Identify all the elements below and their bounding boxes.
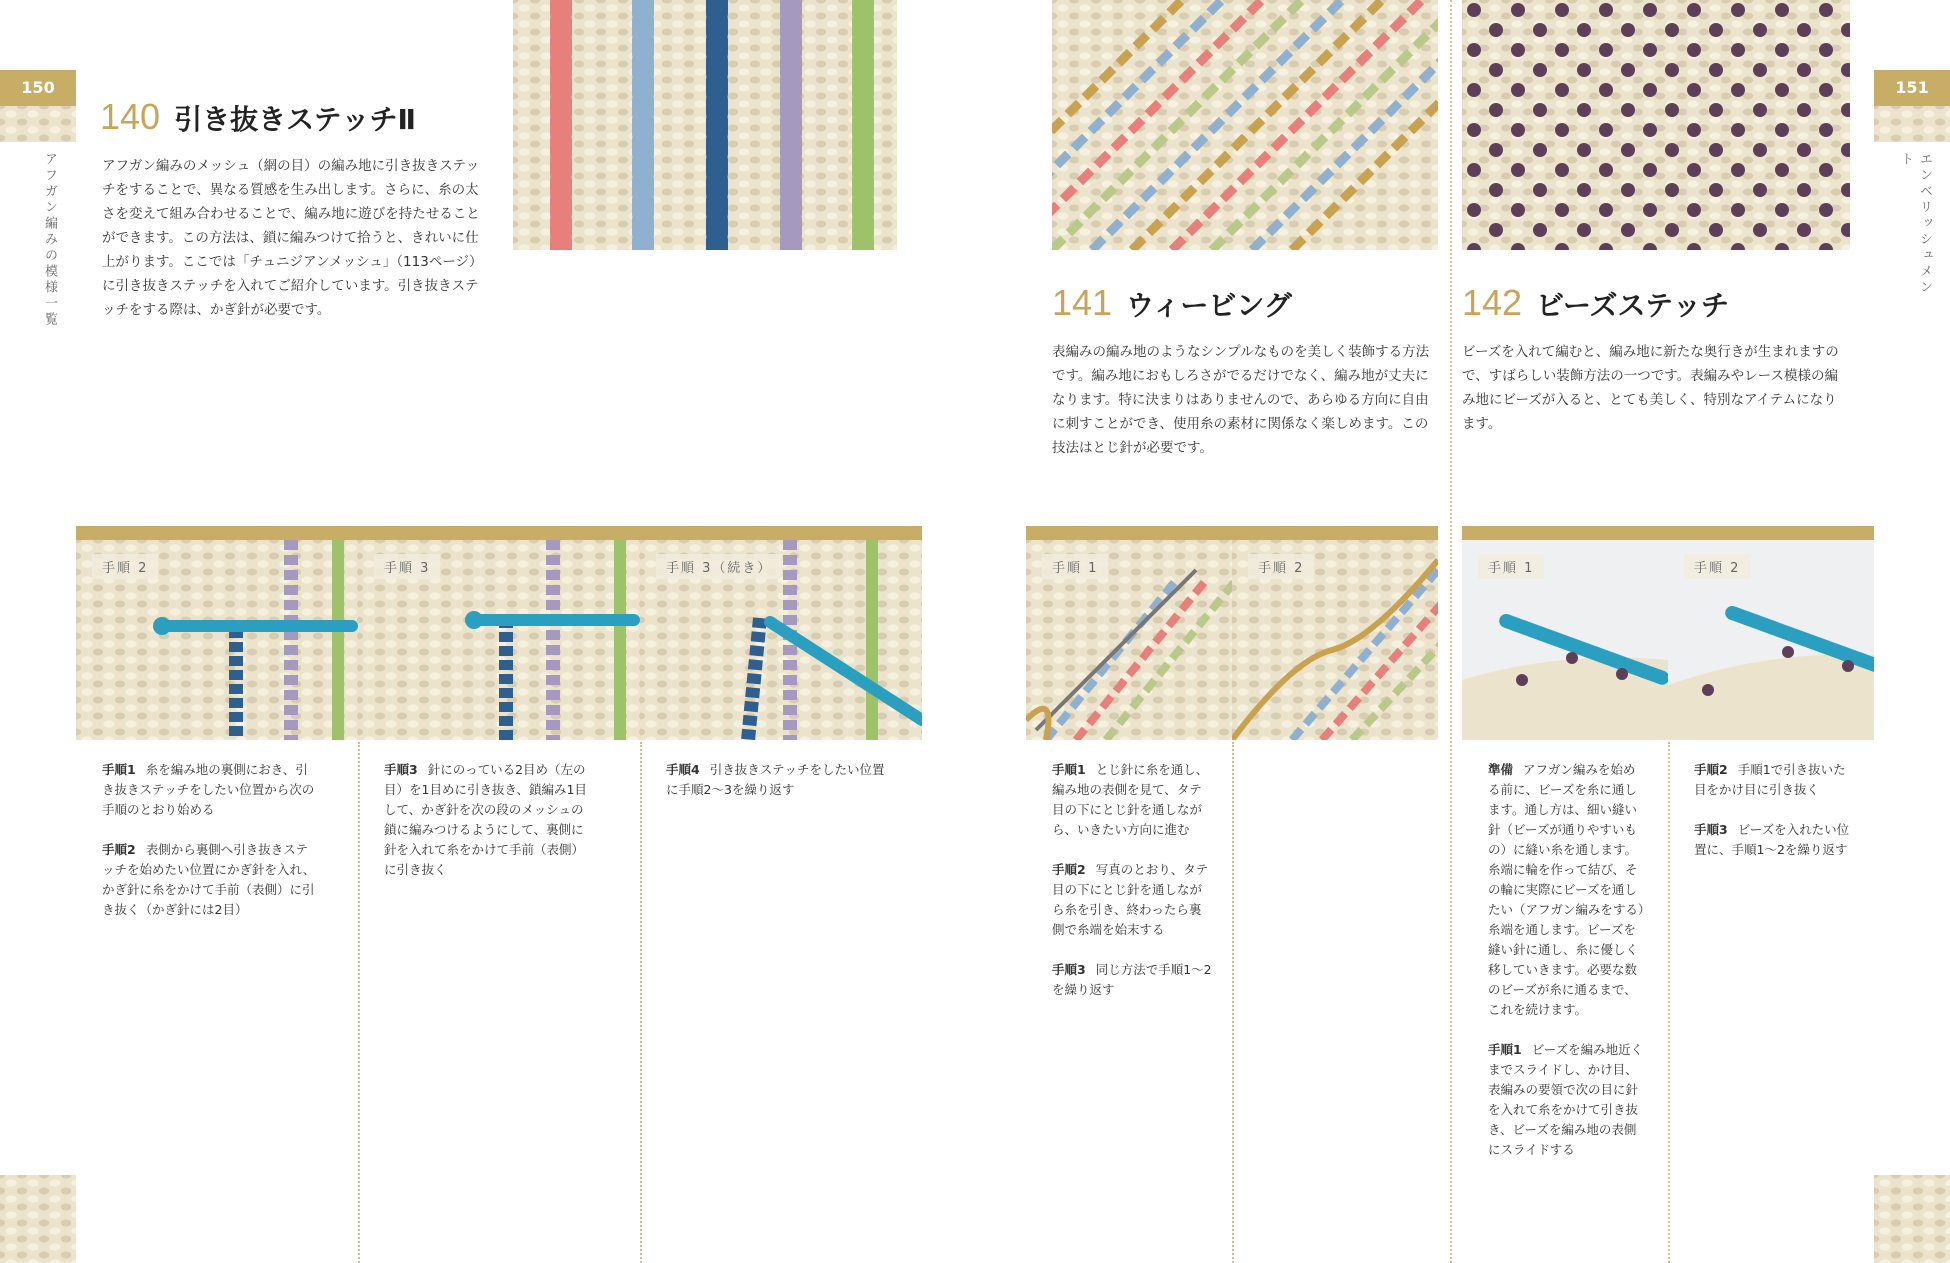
step-photo-141-1 — [1026, 540, 1232, 740]
column-divider — [1232, 742, 1234, 1263]
photo-label: 手順 3（続き） — [656, 554, 782, 579]
step-photo-140-2 — [358, 540, 640, 740]
section-142-description: ビーズを入れて編むと、編み地に新たな奥行きが生まれますので、すばらしい装飾方法の一つです。表編みやレース模様の編み地にビーズが入ると、とても美しく、特別なアイテムになります。 — [1462, 344, 1839, 432]
steps-140-col2 — [384, 760, 594, 900]
column-divider — [640, 742, 642, 1263]
step-item: 準備 アフガン編みを始める前に、ビーズを糸に通します。通し方は、細い縫い針（ビーズが通りやすいもの）に縫い糸を通します。糸端に輪を作って結び、その輪に実際にビーズを通したい（アフガン編みをする）糸端を通します。ビーズを縫い針に通し、糸に優しく移していきます。必要な数のビーズが糸に通るまで、これを続けます。 — [1488, 762, 1645, 1017]
photo-label: 手順 2 — [1684, 554, 1750, 579]
section-title: 引き抜きステッチⅡ — [174, 103, 416, 136]
step-photo-140-3 — [640, 540, 922, 740]
steps-141 — [1052, 760, 1212, 1020]
section-number: 141 — [1052, 282, 1113, 323]
step-item: 手順4 引き抜きステッチをしたい位置に手順2～3を繰り返す — [666, 762, 885, 797]
gold-rule-142 — [1462, 526, 1874, 540]
step-item: 手順1 とじ針に糸を通し、編み地の表側を見て、タテ目の下にとじ針を通しながら、いきたい方向に進む — [1052, 762, 1209, 837]
step-item: 手順3 針にのっている2目め（左の目）を1目めに引き抜き、鎖編み1目して、かぎ針を次の段のメッシュの鎖に編みつけるようにして、裏側に針を入れて糸をかけて手前（表側）に引き抜く — [384, 762, 587, 877]
side-swatch-left-bottom — [0, 1175, 76, 1263]
step-item: 手順1 糸を編み地の裏側におき、引き抜きステッチをしたい位置から次の手順のとおり始める — [102, 762, 315, 817]
center-column-divider — [1450, 0, 1452, 1263]
page-number-left: 150 — [0, 70, 76, 106]
side-label-left: アフガン編みの模様一覧 — [42, 152, 57, 328]
step-item: 手順2 写真のとおり、タテ目の下にとじ針を通しながら糸を引き、終わったら裏側で糸端を始末する — [1052, 862, 1209, 937]
photo-label: 手順 1 — [1478, 554, 1544, 579]
side-swatch-right-bottom — [1874, 1175, 1950, 1263]
side-swatch-right-top — [1874, 106, 1950, 142]
section-142-heading — [1462, 282, 1729, 324]
step-photo-140-1 — [76, 540, 358, 740]
step-item: 手順1 ビーズを編み地近くまでスライドし、かけ目、表編みの要領で次の目に針を入れて糸をかけて引き抜き、ビーズを編み地の表側にスライドする — [1488, 1042, 1644, 1157]
section-140-description: アフガン編みのメッシュ（網の目）の編み地に引き抜きステッチをすることで、異なる質感を生み出します。さらに、糸の太さを変えて組み合わせることで、編み地に遊びを持たせることができます。この方法は、鎖に編みつけて拾うと、きれいに仕上がります。ここでは「チュニジアンメッシュ」（113ページ）に引き抜きステッチを入れてご紹介しています。引き抜きステッチをする際は、かぎ針が必要です。 — [102, 158, 483, 318]
section-140-heading — [100, 96, 416, 138]
photo-label: 手順 1 — [1042, 554, 1108, 579]
section-title: ウィービング — [1126, 289, 1292, 322]
step-item: 手順2 表側から裏側へ引き抜きステッチを始めたい位置にかぎ針を入れ、かぎ針に糸をかけて手前（表側）に引き抜く（かぎ針には2目） — [102, 842, 316, 917]
gold-rule-140 — [76, 526, 922, 540]
section-title: ビーズステッチ — [1536, 289, 1729, 322]
step-photo-141-2 — [1232, 540, 1438, 740]
steps-142-col1 — [1488, 760, 1646, 1180]
photo-label: 手順 2 — [1248, 554, 1314, 579]
photo-label: 手順 3 — [374, 554, 440, 579]
column-divider — [358, 742, 360, 1263]
photo-label: 手順 2 — [92, 554, 158, 579]
page-number-right: 151 — [1874, 70, 1950, 106]
side-swatch-left-top — [0, 106, 76, 142]
section-number: 140 — [100, 96, 161, 137]
step-photo-142-2 — [1668, 540, 1874, 740]
column-divider — [1668, 742, 1670, 1263]
section-number: 142 — [1462, 282, 1523, 323]
swatch-photo-141 — [1052, 0, 1438, 250]
steps-140-col1 — [102, 760, 320, 940]
gold-rule-141 — [1026, 526, 1438, 540]
section-141-description: 表編みの編み地のようなシンプルなものを美しく装飾する方法です。編み地におもしろさがでるだけでなく、編み地が丈夫になります。特に決まりはありませんので、あらゆる方向に自由に刺すことができ、使用糸の素材に関係なく楽しめます。この技法はとじ針が必要です。 — [1052, 344, 1430, 456]
steps-142-col2 — [1694, 760, 1852, 880]
step-item: 手順3 同じ方法で手順1～2を繰り返す — [1052, 962, 1212, 997]
section-141-heading — [1052, 282, 1292, 324]
step-photo-142-1 — [1462, 540, 1668, 740]
swatch-photo-142 — [1462, 0, 1850, 250]
swatch-photo-140 — [513, 0, 897, 250]
step-item: 手順2 手順1で引き抜いた目をかけ目に引き抜く — [1694, 762, 1846, 797]
steps-140-col3 — [666, 760, 886, 820]
side-label-right: エンベリッシュメント — [1898, 152, 1932, 296]
step-item: 手順3 ビーズを入れたい位置に、手順1～2を繰り返す — [1694, 822, 1850, 857]
